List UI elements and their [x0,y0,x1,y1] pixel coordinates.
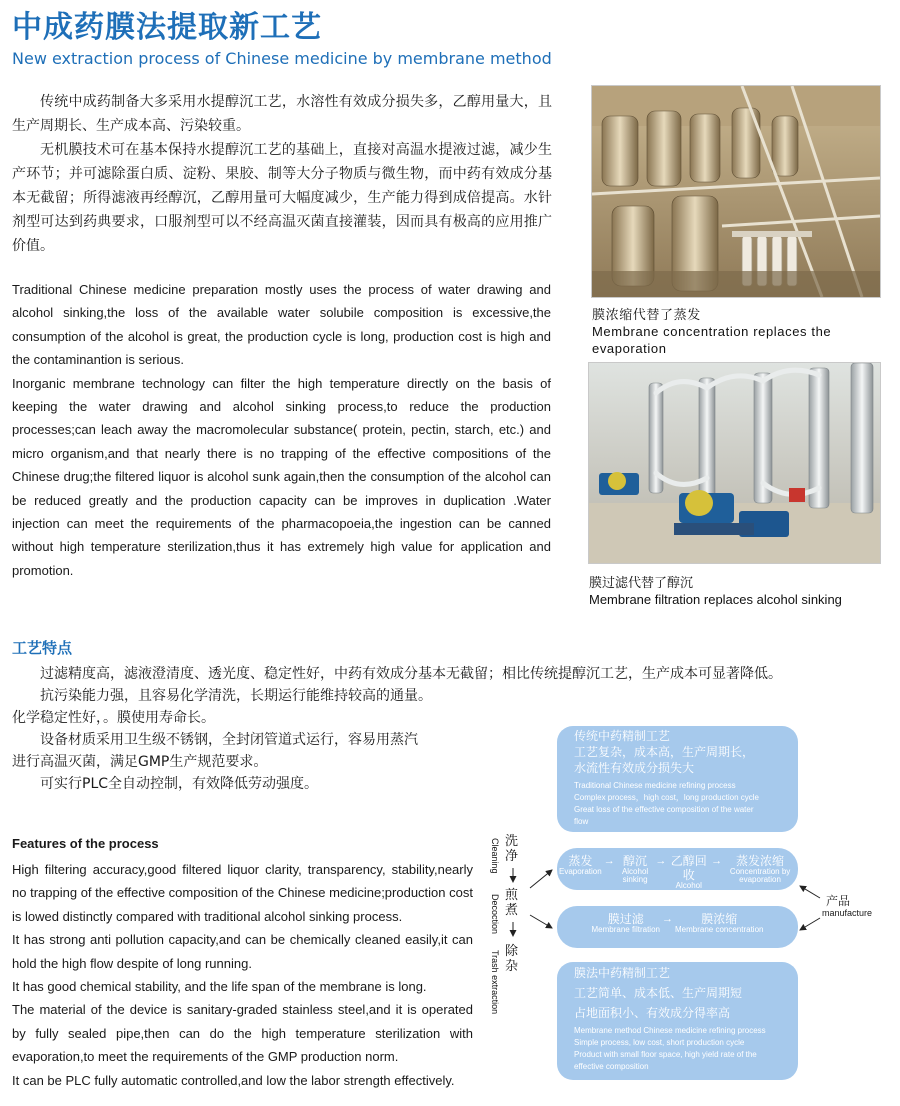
step-decoction-cn: 煎煮 [505,888,519,918]
route-step: 蒸发 Evaporation [559,854,602,876]
feature-en-item: It has good chemical stability, and the life span of the membrane is long. [12,979,427,995]
mem-en-line: Product with small floor space, high yield rate of the [574,1050,757,1059]
intro-en-paragraph: Inorganic membrane technology can filter the high temperature directly on the basis of keeping the water drawing and alcohol sinking process,to reduce the production processes;can leach away the macromolecular substance( protein, pectin, starch, etc.) and micro organism,and that nearly there is no trapping of the effective compositions of the Chinese drug;the filtered liquor is alcohol sunk again,then the consumption of the alcohol can be reduced greatly and the production capacity can be improves in duplication .Water injection can meet the requirements of the pharmacopoeia,the ingestion can be canned without high temperature sterilization,thus it has extremely high value for application and promotion. [12,375,551,578]
step-cleaning-en: Cleaning [490,838,500,874]
route-step: 蒸发浓缩 Concentration by evaporation [729,854,791,884]
feature-en-item: High filtering accuracy,good filtered liquor clarity, transparency, stability,nearly no trapping of the effective composition of the Chinese medicine;production cost is lowed distinctly compared with traditional alcohol sinking process. [12,862,473,924]
route-step: 膜浓缩 Membrane concentration [674,912,764,934]
features-title-cn: 工艺特点 [12,639,73,657]
trad-line: 工艺复杂，成本高，生产周期长， [574,745,755,759]
arrow-right-icon: → [655,855,667,867]
features-en [12,858,473,1092]
feature-cn-item: 化学稳定性好，。膜使用寿命长。 [12,710,215,726]
trad-line: 水流性有效成分损失大 [574,761,695,775]
feature-cn-item: 可实行PLC全自动控制，有效降低劳动强度。 [40,776,319,792]
caption-cn: 膜过滤代替了醇沉 [589,575,694,590]
feature-cn-item: 抗污染能力强，且容易化学清洗，长期运行能维持较高的通量。 [40,688,432,704]
membrane-filtration-photo [588,362,881,564]
route-step: 乙醇回收 Alcohol recovery [670,854,707,898]
route-step: 醇沉 Alcohol sinking [621,854,649,884]
step-decoction-en: Decoction [490,894,500,935]
intro-cn [12,90,552,258]
trad-title: 传统中药精制工艺 [574,729,671,743]
feature-en-item: It can be PLC fully automatic controlled,and low the labor strength effectively. [12,1072,455,1088]
product-label-cn: 产品 [826,894,851,908]
intro-cn-paragraph: 传统中成药制备大多采用水提醇沉工艺，水溶性有效成分损失多，乙醇用量大，且生产周期长、生产成本高、污染较重。 [12,94,552,134]
membrane-process-box [557,962,798,1080]
feature-en-item: It has strong anti pollution capacity,and can be chemically cleaned easily,it can hold the high flow despite of long running. [12,932,473,971]
traditional-process-box [557,726,798,832]
mem-en-line: Simple process, low cost, short production cycle [574,1038,745,1047]
caption-cn: 膜浓缩代替了蒸发 [592,307,701,322]
intro-cn-paragraph: 无机膜技术可在基本保持水提醇沉工艺的基础上，直接对高温水提液过滤，减少生产环节；并可滤除蛋白质、淀粉、果胶、制等大分子物质与微生物，而中药有效成分基本无截留；所得滤液再经醇沉，乙醇用量可大幅度减少，生产能力得到成倍提高。水针剂型可达到药典要求，口服剂型可以不经高温灭菌直接灌装，因而具有极高的应用推广价值。 [12,142,552,254]
step-trash-cn: 除杂 [505,944,519,974]
trad-en-line: Traditional Chinese medicine refining process [574,781,736,790]
intro-en-paragraph: Traditional Chinese medicine preparation mostly uses the process of water drawing and alcohol sinking,the loss of the available water solubile composition is excessive,the consumption of the alcohol is great, the production cycle is long, production cost is high and the contaminantion is serious. [12,282,551,368]
page-title: 中成药膜法提取新工艺 [12,10,322,45]
trad-en-line: flow [574,817,589,826]
step-cleaning-cn: 洗净 [505,834,519,864]
photo-caption [592,306,882,357]
traditional-route-box [557,848,798,898]
product-label-en: manufacture [822,908,873,918]
trad-en-line: Complex process，high cost，long production cycle [574,793,759,802]
intro-en [12,278,551,582]
mem-en-line: Membrane method Chinese medicine refining process [574,1026,766,1035]
page-subtitle: New extraction process of Chinese medicine by membrane method [12,49,552,68]
trad-en-line: Great loss of the effective composition of the water [574,805,754,814]
photo-caption [589,574,889,608]
caption-en: Membrane filtration replaces alcohol sinking [589,592,842,607]
caption-en: Membrane concentration replaces the evaporation [592,324,832,356]
feature-cn-item: 过滤精度高，滤液澄清度、透光度、稳定性好，中药有效成分基本无截留；相比传统提醇沉工艺，生产成本可显著降低。 [40,666,782,682]
mem-line: 占地面积小、有效成分得率高 [574,1006,731,1020]
step-trash-en: Trash extraction [490,950,500,1015]
arrow-right-icon: → [711,855,723,867]
feature-cn-item: 进行高温灭菌，满足GMP生产规范要求。 [12,754,268,770]
arrow-right-icon: → [661,913,673,925]
feature-cn-item: 设备材质采用卫生级不锈钢，全封闭管道式运行，容易用蒸汽 [40,732,418,748]
mem-line: 工艺简单、成本低、生产周期短 [574,986,743,1000]
membrane-concentration-photo [591,85,881,298]
arrow-right-icon: → [603,855,615,867]
route-step: 膜过滤 Membrane filtration [591,912,660,934]
mem-title: 膜法中药精制工艺 [574,966,671,980]
feature-en-item: The material of the device is sanitary-graded stainless steel,and it is operated by fully sealed pipe,then can do the high temperature sterilization with evaporation,to meet the requirements of the GMP production norm. [12,1002,473,1065]
mem-en-line: effective composition [574,1062,649,1071]
membrane-route-box [557,906,798,948]
features-title-en: Features of the process [12,836,159,851]
